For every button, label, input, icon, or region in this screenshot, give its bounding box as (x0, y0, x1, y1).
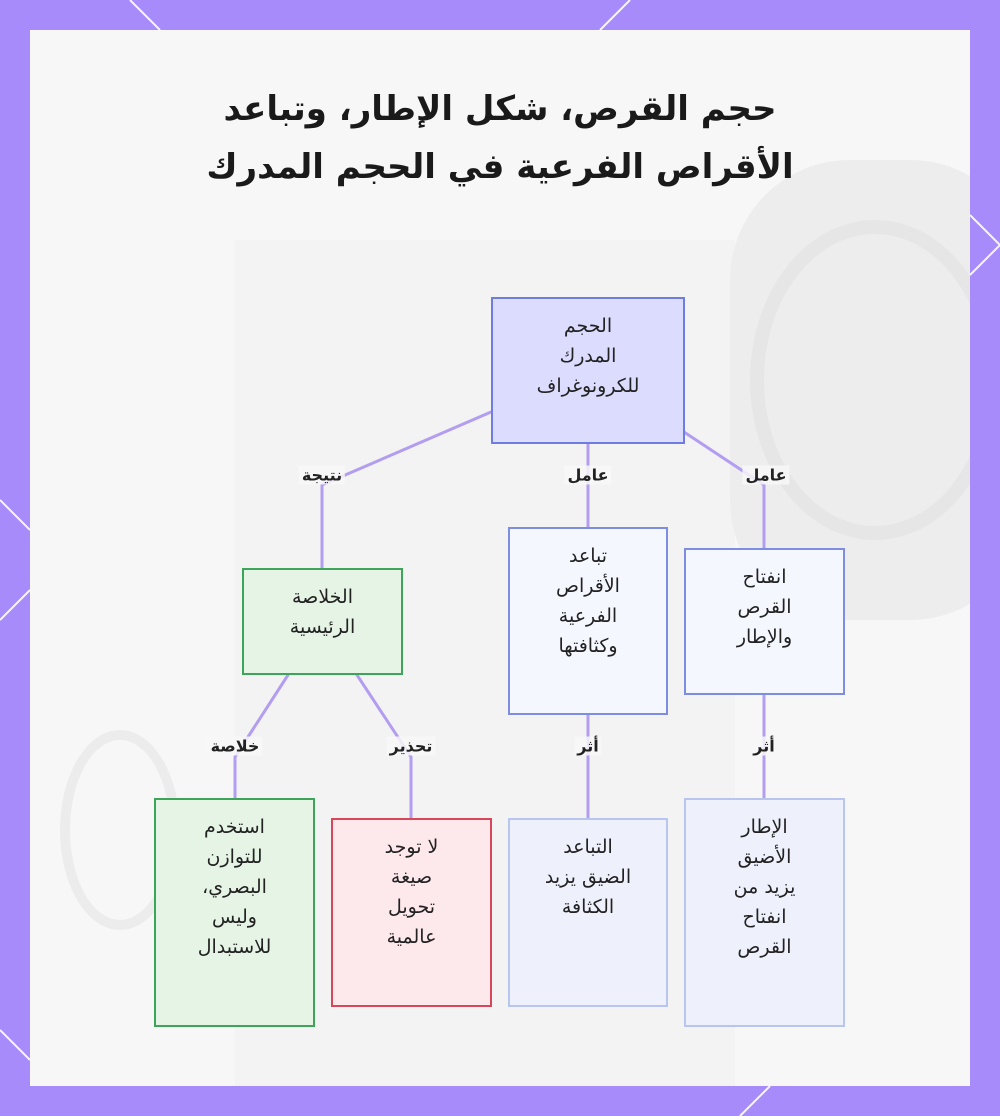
node-subdial-factor (508, 527, 668, 715)
node-subdial-factor-label: تباعد الأقراص الفرعية وكثافتها (556, 545, 620, 657)
diagram-title: حجم القرص، شكل الإطار، وتباعد الأقراص الفرعية في الحجم المدرك (206, 89, 794, 187)
node-root (491, 297, 685, 444)
edge-label-root-summary: نتيجة (299, 466, 345, 485)
node-bezel-effect (684, 798, 845, 1027)
node-advice-label: استخدم للتوازن البصري، وليس للاستبدال (197, 816, 272, 958)
edge-root-summary (322, 412, 491, 568)
node-summary (242, 568, 403, 675)
node-warning-label: لا توجد صيغة تحويل عالمية (384, 836, 439, 948)
edge-label-root-opening: عامل (742, 466, 789, 485)
node-advice (154, 798, 315, 1027)
edge-root-opening (684, 432, 764, 548)
edge-label-subdial-effect: أثر (574, 737, 601, 756)
node-opening-factor-label: انفتاح القرص والإطار (736, 566, 793, 648)
node-warning (331, 818, 492, 1007)
node-spacing-effect-label: التباعد الضيق يزيد الكثافة (544, 836, 632, 918)
node-opening-factor (684, 548, 845, 695)
node-bezel-effect-label: الإطار الأضيق يزيد من انفتاح القرص (733, 816, 796, 958)
edge-label-opening-effect: أثر (750, 737, 777, 756)
edge-label-summary-advice: خلاصة (208, 737, 263, 756)
node-root-label: الحجم المدرك للكرونوغراف (536, 315, 640, 397)
node-summary-label: الخلاصة الرئيسية (289, 586, 356, 638)
node-spacing-effect (508, 818, 668, 1007)
edge-label-summary-warning: تحذير (387, 737, 436, 756)
edge-label-root-subdial: عامل (564, 466, 611, 485)
